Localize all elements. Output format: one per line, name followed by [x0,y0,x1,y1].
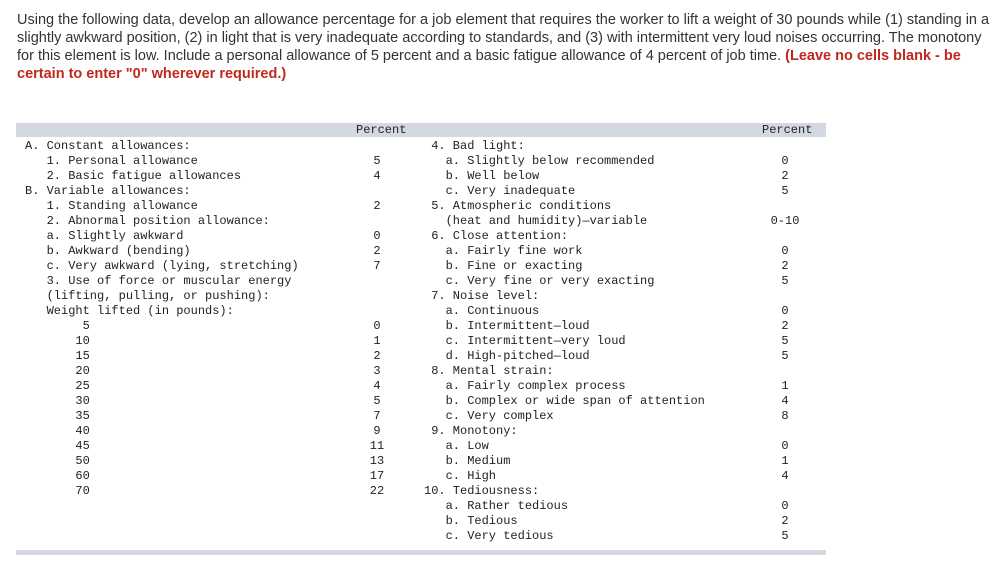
right-row-value: 0-10 [770,214,800,228]
table-header-bar [16,123,826,137]
right-row-label: a. Continuous [424,304,540,318]
left-row-value: 5 [373,394,381,408]
question-body: Using the following data, develop an allowance percentage for a job element that requires the worker to lift a weight of 30 pounds while (1) standing in a slightly awkward position, (2) in light that is very inadequate according to standards, and (3) with intermittent very loud noises occurring. The monotony for this element is low. Include a personal allowance of 5 percent and a basic fatigue allowance of 4 percent of job time. [17,12,990,64]
left-row-value: 5 [373,154,381,168]
right-row-value: 4 [781,394,789,408]
required-note: (Leave no cells blank - be certain to enter "0" wherever required.) [17,48,961,82]
right-row-value: 8 [781,409,789,423]
left-row-value: 2 [373,244,381,258]
percent-header-left: Percent [356,123,407,137]
left-row-label: 20 [25,364,90,378]
left-row-value: 1 [373,334,381,348]
right-row-label: 4. Bad light: [424,139,525,153]
right-row-value: 0 [781,439,789,453]
right-row-value: 5 [781,529,789,543]
left-row-value: 17 [369,469,385,483]
table-footer-bar [16,550,826,555]
right-row-label: b. Fine or exacting [424,259,583,273]
right-row-label: c. Intermittent—very loud [424,334,626,348]
percent-header-right: Percent [762,123,813,137]
left-row-label: 2. Abnormal position allowance: [25,214,270,228]
left-row-value: 22 [369,484,385,498]
right-row-label: c. Very tedious [424,529,554,543]
left-row-value: 2 [373,349,381,363]
right-row-value: 0 [781,154,789,168]
right-row-label: 6. Close attention: [424,229,569,243]
left-row-value: 11 [369,439,385,453]
left-row-label: 60 [25,469,90,483]
left-row-label: 30 [25,394,90,408]
right-row-label: 9. Monotony: [424,424,518,438]
left-row-label: 2. Basic fatigue allowances [25,169,242,183]
left-row-label: 70 [25,484,90,498]
right-row-label: b. Well below [424,169,540,183]
right-row-label: b. Intermittent—loud [424,319,590,333]
left-row-label: B. Variable allowances: [25,184,191,198]
right-row-label: a. Rather tedious [424,499,569,513]
right-row-value: 5 [781,349,789,363]
right-row-label: 10. Tediousness: [424,484,540,498]
left-row-label: 25 [25,379,90,393]
left-row-value: 2 [373,199,381,213]
right-row-value: 4 [781,469,789,483]
right-row-label: a. Fairly fine work [424,244,583,258]
left-row-label: c. Very awkward (lying, stretching) [25,259,299,273]
left-row-label: 1. Personal allowance [25,154,198,168]
right-row-value: 2 [781,514,789,528]
left-row-label: 15 [25,349,90,363]
question-text [17,11,992,83]
left-row-label: 50 [25,454,90,468]
allowance-table [16,123,826,555]
right-row-label: b. Tedious [424,514,518,528]
right-row-label: b. Medium [424,454,511,468]
left-row-value: 4 [373,379,381,393]
right-row-value: 5 [781,274,789,288]
right-row-label: (heat and humidity)—variable [424,214,648,228]
left-row-label: a. Slightly awkward [25,229,184,243]
left-row-label: 10 [25,334,90,348]
left-row-label: A. Constant allowances: [25,139,191,153]
right-row-label: c. High [424,469,497,483]
right-row-value: 2 [781,319,789,333]
left-row-label: 45 [25,439,90,453]
right-row-label: 5. Atmospheric conditions [424,199,612,213]
right-row-label: a. Slightly below recommended [424,154,655,168]
left-row-label: 35 [25,409,90,423]
left-row-value: 9 [373,424,381,438]
left-row-label: 40 [25,424,90,438]
left-row-label: 3. Use of force or muscular energy [25,274,292,288]
right-row-value: 5 [781,184,789,198]
right-row-label: b. Complex or wide span of attention [424,394,705,408]
right-row-label: c. Very complex [424,409,554,423]
left-row-label: 5 [25,319,90,333]
right-row-value: 1 [781,379,789,393]
right-row-label: 8. Mental strain: [424,364,554,378]
right-row-label: 7. Noise level: [424,289,540,303]
left-row-value: 0 [373,229,381,243]
right-row-value: 2 [781,259,789,273]
right-row-label: a. Fairly complex process [424,379,626,393]
right-row-value: 0 [781,499,789,513]
right-row-label: c. Very fine or very exacting [424,274,655,288]
left-row-label: b. Awkward (bending) [25,244,191,258]
left-row-value: 0 [373,319,381,333]
right-row-value: 5 [781,334,789,348]
left-row-label: Weight lifted (in pounds): [25,304,234,318]
right-row-value: 1 [781,454,789,468]
left-row-label: (lifting, pulling, or pushing): [25,289,270,303]
left-row-value: 13 [369,454,385,468]
left-row-value: 7 [373,259,381,273]
left-row-value: 7 [373,409,381,423]
left-row-label: 1. Standing allowance [25,199,198,213]
right-row-value: 2 [781,169,789,183]
right-row-value: 0 [781,304,789,318]
right-row-label: d. High-pitched—loud [424,349,590,363]
left-row-value: 3 [373,364,381,378]
right-row-label: a. Low [424,439,489,453]
right-row-label: c. Very inadequate [424,184,576,198]
left-row-value: 4 [373,169,381,183]
right-row-value: 0 [781,244,789,258]
